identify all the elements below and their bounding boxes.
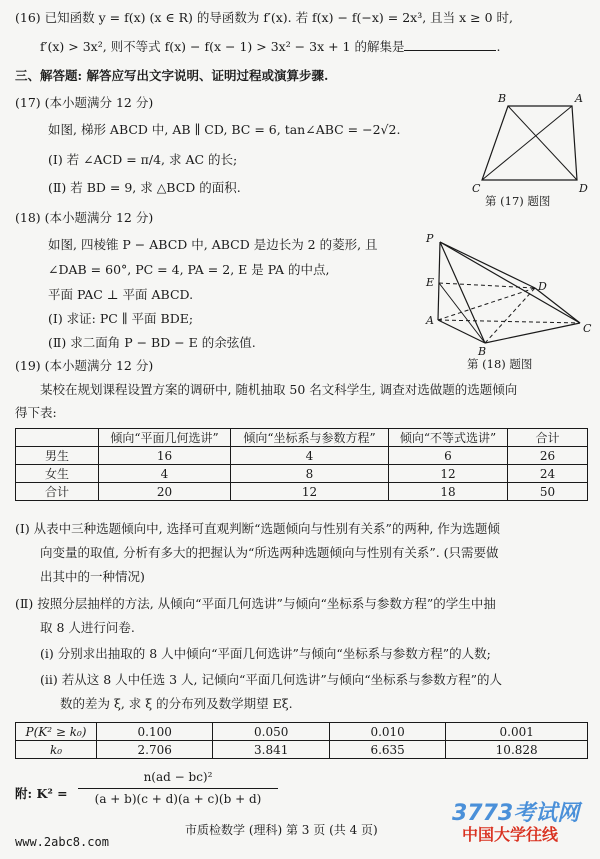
q19-sub2-line1: (ⅱ) 若从这 8 人中任选 3 人, 记倾向“平面几何选讲”与倾向“坐标系与参数方程”的人 [40,672,503,687]
q16-line2-text: f′(x) > 3x², 则不等式 f(x) − f(x − 1) > 3x² − 3x + 1 的解集是 [40,39,405,54]
q16-period: . [496,39,501,54]
hidden-edge-bd [485,288,535,343]
table-cell: 50 [508,483,588,501]
table-cell: 0.010 [329,723,445,741]
q19-sub1: (ⅰ) 分别求出抽取的 8 人中倾向“平面几何选讲”与倾向“坐标系与参数方程”的人数; [40,646,491,661]
q19-part2-line1: (Ⅱ) 按照分层抽样的方法, 从倾向“平面几何选讲”与倾向“坐标系与参数方程”的学生中抽 [15,596,496,611]
preference-table [15,428,588,501]
q17-figure-caption: 第 (17) 题图 [485,194,551,208]
q18-part2: (Ⅱ) 求二面角 P − BD − E 的余弦值. [48,335,256,350]
q19-part1-line3: 出其中的一种情况) [40,569,145,584]
table-header-cell: 倾向“平面几何选讲” [99,429,231,447]
table-header-cell: 倾向“坐标系与参数方程” [231,429,389,447]
q18-figure-caption: 第 (18) 题图 [467,357,533,371]
formula-denominator: (a + b)(c + d)(a + c)(b + d) [94,792,262,806]
table-cell: 合计 [16,483,99,501]
table-cell: 4 [231,447,389,465]
table-header-cell [16,429,99,447]
q18-part1: (Ⅰ) 求证: PC ∥ 平面 BDE; [48,311,194,326]
footer-page-info: 市质检数学 (理科) 第 3 页 (共 4 页) [185,823,378,837]
q17-part1: (Ⅰ) 若 ∠ACD = π/4, 求 AC 的长; [48,152,238,167]
table-cell: 26 [508,447,588,465]
edge-cd [535,288,580,323]
q19-part1-line1: (Ⅰ) 从表中三种选题倾向中, 选择可直观判断“选题倾向与性别有关系”的两种, 作为选题倾 [15,521,500,536]
q17-part2: (Ⅱ) 若 BD = 9, 求 △BCD 的面积. [48,180,241,195]
hidden-edge-ac [438,320,580,323]
critical-value-table [15,722,588,759]
table-cell: 2.706 [97,741,213,759]
table-cell: 0.050 [213,723,329,741]
edge-pd [440,242,535,288]
fraction-bar [78,788,278,789]
q16-line2 [40,38,500,55]
table-header-cell: 合计 [508,429,588,447]
edge-ab [438,320,485,343]
table-row [16,723,588,741]
table-cell: 女生 [16,465,99,483]
label-d: D [579,182,588,195]
table-cell: k₀ [16,741,97,759]
q19-sub2-line2: 数的差为 ξ, 求 ξ 的分布列及数学期望 Eξ. [60,696,293,711]
label-a: A [426,314,434,327]
watermark-line1: 3773考试网 [452,801,580,826]
q19-intro1: 某校在规划课程设置方案的调研中, 随机抽取 50 名文科学生, 调查对选做题的选题倾向 [40,382,518,397]
label-b: B [498,92,507,105]
table-header-cell: 倾向“不等式选讲” [389,429,508,447]
answer-blank [404,38,496,51]
table-cell: 18 [389,483,508,501]
appendix-label: 附: K² = [15,786,68,801]
table-cell: 24 [508,465,588,483]
edge-pc [440,242,580,323]
q19-part2-line2: 取 8 人进行问卷. [40,620,135,635]
table-cell: 0.001 [446,723,588,741]
label-c: C [472,182,481,195]
table-header-row [16,429,588,447]
table-cell: P(K² ≥ k₀) [16,723,97,741]
q19-part1-line2: 向变量的取值, 分析有多大的把握认为“所选两种选题倾向与性别有关系”. (只需要做 [40,545,499,560]
table-cell: 20 [99,483,231,501]
trapezoid-figure [472,88,597,196]
formula-numerator: n(ad − bc)² [143,770,213,784]
table-cell: 12 [389,465,508,483]
table-cell: 0.100 [97,723,213,741]
label-d: D [538,280,547,293]
table-cell: 6 [389,447,508,465]
label-c: C [583,322,592,335]
q18-stem2: ∠DAB = 60°, PC = 4, PA = 2, E 是 PA 的中点, [48,262,330,277]
section-heading: 三、解答题: 解答应写出文字说明、证明过程或演算步骤. [15,68,329,83]
table-cell: 6.635 [329,741,445,759]
q18-header: (18) (本小题满分 12 分) [15,210,154,225]
label-b: B [478,345,487,356]
edge-pa [438,242,440,320]
hidden-edge-ed [439,283,535,288]
pyramid-figure [420,228,598,356]
q18-stem3: 平面 PAC ⊥ 平面 ABCD. [48,287,194,302]
label-p: P [426,232,434,245]
table-row [16,483,588,501]
q18-stem1: 如图, 四棱锥 P − ABCD 中, ABCD 是边长为 2 的菱形, 且 [48,237,378,252]
q17-stem: 如图, 梯形 ABCD 中, AB ∥ CD, BC = 6, tan∠ABC = −2√2. [48,122,401,137]
table-row [16,465,588,483]
label-a: A [575,92,583,105]
watermark-line2: 中国大学往线 [462,825,559,844]
q17-header: (17) (本小题满分 12 分) [15,95,154,110]
q19-header: (19) (本小题满分 12 分) [15,358,154,373]
table-row [16,447,588,465]
table-cell: 4 [99,465,231,483]
footer-website: www.2abc8.com [15,835,109,849]
table-cell: 3.841 [213,741,329,759]
table-cell: 12 [231,483,389,501]
edge-bc [485,323,580,343]
table-cell: 10.828 [446,741,588,759]
table-cell: 男生 [16,447,99,465]
q19-intro2: 得下表: [15,405,57,420]
table-row [16,741,588,759]
label-e: E [426,276,435,289]
table-cell: 8 [231,465,389,483]
diagonal-bd [508,106,577,180]
q16-line1: (16) 已知函数 y = f(x) (x ∈ R) 的导函数为 f′(x). 若 f(x) − f(−x) = 2x³, 且当 x ≥ 0 时, [15,10,514,25]
table-cell: 16 [99,447,231,465]
